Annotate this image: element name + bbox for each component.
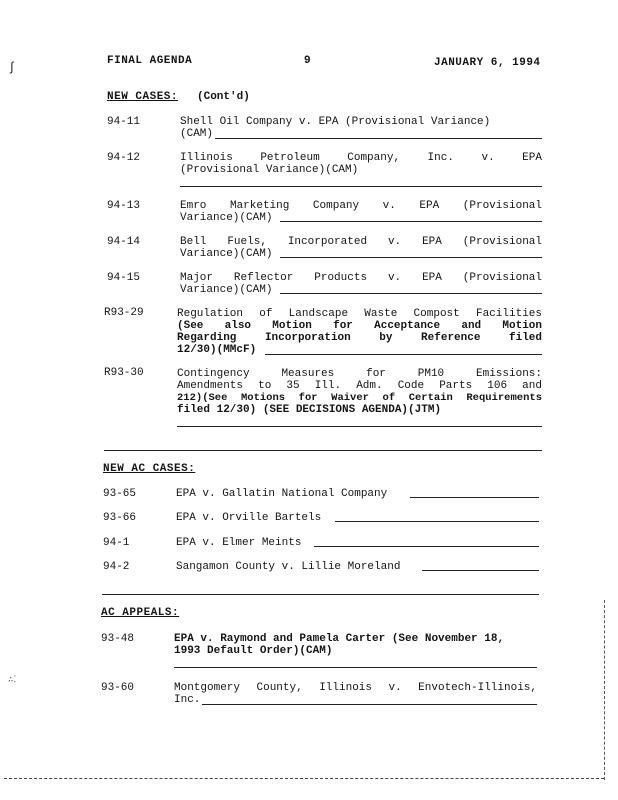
margin-mark: ʃ <box>8 60 16 75</box>
new-ac-cases-heading: NEW AC CASES: <box>103 463 196 475</box>
appeal-line: Inc. <box>174 694 201 706</box>
scan-speckle: ∴⁚ <box>8 675 17 685</box>
case-rule <box>177 426 542 427</box>
appeal-line: 1993 Default Order)(CAM) <box>174 645 333 657</box>
appeal-number: 93-48 <box>101 633 135 645</box>
case-line: Variance)(CAM) <box>180 284 273 296</box>
scan-noise-bottom <box>4 778 604 779</box>
case-line: Bell Fuels, Incorporated v. EPA (Provisional <box>180 236 542 248</box>
page-number: 9 <box>304 55 312 67</box>
case-rule <box>180 186 542 187</box>
case-number: 94-15 <box>107 272 141 284</box>
case-line: Emro Marketing Company v. EPA (Provisional <box>180 200 542 212</box>
header-left: FINAL AGENDA <box>107 55 193 67</box>
case-number: R93-29 <box>104 307 144 319</box>
case-line: filed 12/30) (SEE DECISIONS AGENDA)(JTM) <box>177 404 442 416</box>
case-line: (CAM) <box>180 128 214 140</box>
case-line: Regulation of Landscape Waste Compost Facilities <box>177 308 542 320</box>
ac-case-rule <box>314 546 539 547</box>
case-line: (See also Motion for Acceptance and Motion <box>177 320 542 332</box>
ac-case-text: EPA v. Orville Bartels <box>176 512 322 524</box>
appeal-line: Montgomery County, Illinois v. Envotech-Illinois, <box>174 682 537 694</box>
case-number: 94-11 <box>107 116 141 128</box>
case-number: 94-12 <box>107 152 141 164</box>
case-number: 94-13 <box>107 200 141 212</box>
case-rule <box>280 257 542 258</box>
appeal-line: EPA v. Raymond and Pamela Carter (See November 18, <box>174 633 505 645</box>
ac-case-rule <box>335 521 539 522</box>
case-line: Illinois Petroleum Company, Inc. v. EPA <box>180 152 542 164</box>
ac-case-number: 94-1 <box>103 537 130 549</box>
section-separator <box>102 594 539 595</box>
case-line: Contingency Measures for PM10 Emissions: <box>177 368 542 380</box>
ac-case-number: 93-66 <box>103 512 137 524</box>
appeal-rule <box>202 704 537 705</box>
ac-case-text: Sangamon County v. Lillie Moreland <box>176 561 401 573</box>
header-date: JANUARY 6, 1994 <box>434 57 541 69</box>
appeal-number: 93-60 <box>101 682 135 694</box>
ac-case-text: EPA v. Gallatin National Company <box>176 488 388 500</box>
ac-case-number: 93-65 <box>103 488 137 500</box>
section-separator <box>104 450 542 451</box>
case-number: R93-30 <box>104 367 144 379</box>
case-line: Variance)(CAM) <box>180 248 273 260</box>
new-cases-contd: (Cont'd) <box>197 91 250 103</box>
case-line: Variance)(CAM) <box>180 212 273 224</box>
scan-edge-right <box>604 600 605 780</box>
case-rule <box>280 221 542 222</box>
case-rule <box>280 293 542 294</box>
case-rule <box>215 138 542 139</box>
ac-case-rule <box>422 570 539 571</box>
case-line: 212)(See Motions for Waiver of Certain Requirements <box>177 392 542 404</box>
case-line: Major Reflector Products v. EPA (Provisional <box>180 272 542 284</box>
case-rule <box>265 354 542 355</box>
case-number: 94-14 <box>107 236 141 248</box>
ac-case-text: EPA v. Elmer Meints <box>176 537 302 549</box>
case-line: Regarding Incorporation by Reference filed <box>177 332 542 344</box>
case-line: Shell Oil Company v. EPA (Provisional Variance) <box>180 116 491 128</box>
appeal-rule <box>174 667 537 668</box>
case-line: 12/30)(MMcF) <box>177 344 257 356</box>
ac-case-number: 94-2 <box>103 561 130 573</box>
ac-appeals-heading: AC APPEALS: <box>101 607 180 619</box>
new-cases-heading: NEW CASES: <box>107 91 179 103</box>
case-line: Amendments to 35 Ill. Adm. Code Parts 106 and <box>177 380 542 392</box>
case-line: (Provisional Variance)(CAM) <box>180 164 359 176</box>
ac-case-rule <box>410 497 539 498</box>
